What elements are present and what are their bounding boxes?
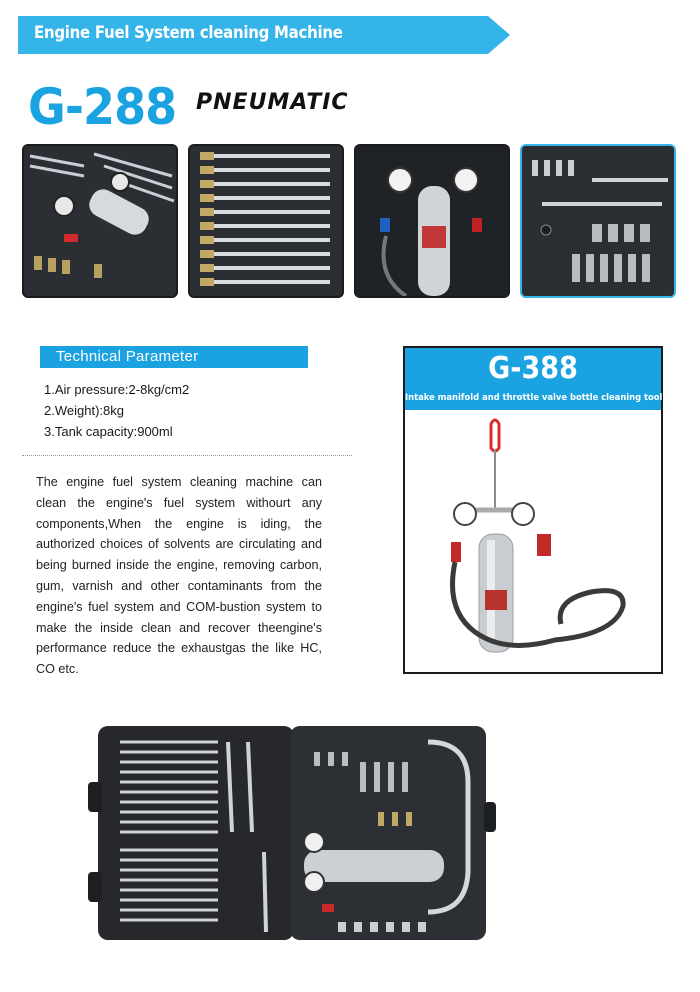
header-title: Engine Fuel System cleaning Machine — [34, 23, 343, 43]
technical-parameter-label: Technical Parameter — [56, 348, 199, 365]
parameter-weight: 2.Weight):8kg — [44, 403, 124, 418]
product-card-model: G-388 — [488, 351, 578, 386]
model-number: G-288 — [28, 78, 177, 136]
product-card-subtitle: Intake manifold and throttle valve bottle cleaning tool — [405, 392, 663, 402]
product-description: The engine fuel system cleaning machine can clean the engine's fuel system withourt any components,When the engine is iding, the authorized choices of solvents are circulating and being burned inside the engine, removing carbon, gum, varnish and other contaminants from the engine's fuel system and COM-bustion system to make the inside clean and recover theengine's performance reduce the exhaustgas the like HC, CO etc. — [36, 475, 322, 677]
fittings-and-connectors-photo — [522, 146, 674, 296]
full-kit-case-photo — [78, 722, 498, 950]
gauges-and-tank-photo — [356, 146, 508, 296]
parameter-list — [44, 379, 189, 442]
adapter-hoses-photo — [190, 146, 342, 296]
cleaning-bottle-photo — [405, 410, 661, 672]
product-card — [403, 346, 663, 674]
kit-overview-photo — [24, 146, 176, 296]
model-mode: PNEUMATIC — [196, 90, 349, 115]
thumbnail-gauges-tank[interactable] — [354, 144, 510, 298]
parameter-air-pressure: 1.Air pressure:2-8kg/cm2 — [44, 382, 190, 397]
product-card-header — [405, 348, 661, 410]
thumbnail-kit-overview[interactable] — [22, 144, 178, 298]
header-banner — [18, 16, 510, 54]
thumbnail-fittings[interactable] — [520, 144, 676, 298]
parameter-tank-capacity: 3.Tank capacity:900ml — [44, 424, 173, 439]
divider — [22, 455, 352, 456]
technical-parameter-heading — [40, 346, 308, 368]
thumbnail-adapter-hoses[interactable] — [188, 144, 344, 298]
